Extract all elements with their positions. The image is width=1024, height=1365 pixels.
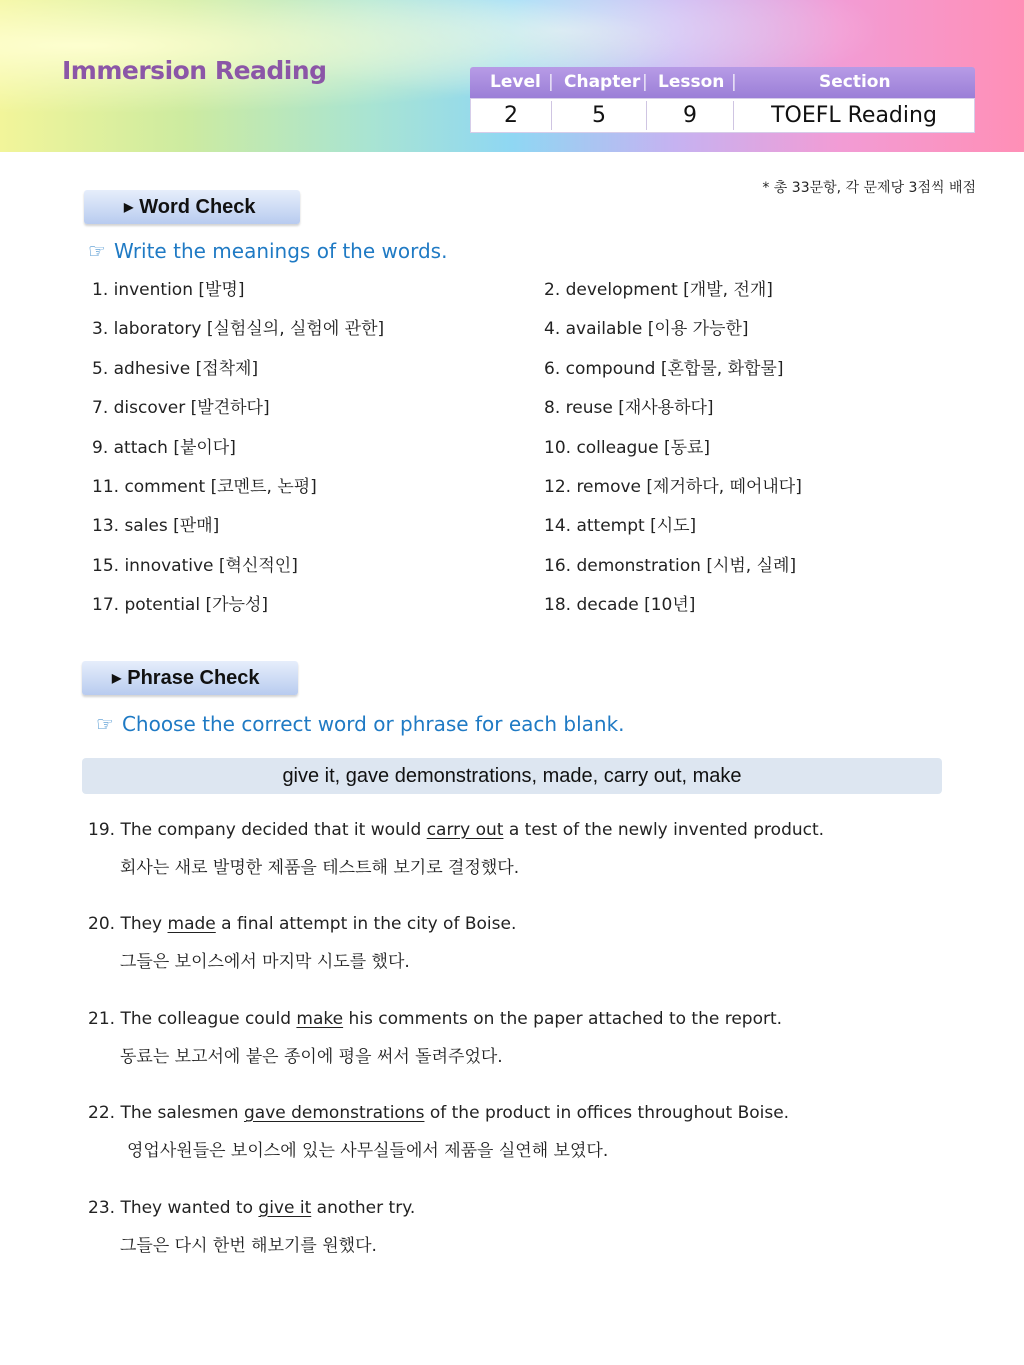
question-text: his comments on the paper attached to the report.: [343, 1009, 783, 1029]
section-value: TOEFL Reading: [771, 103, 937, 128]
word-item: 10. colleague [동료]: [544, 438, 711, 458]
triangle-right-icon: ▶: [124, 200, 134, 214]
phrase-check-label: Phrase Check: [127, 667, 260, 689]
word-item: 3. laboratory [실험실의, 실험에 관한]: [92, 319, 385, 339]
lesson-info-header: [470, 67, 975, 98]
word-item: 1. invention [발명]: [92, 280, 245, 300]
answer-blank: make: [296, 1009, 344, 1029]
lesson-info-values: [470, 98, 975, 133]
question-text: another try.: [311, 1198, 416, 1218]
word-bank: give it, gave demonstrations, made, carry out, make: [82, 758, 942, 794]
header-banner: [0, 0, 1024, 152]
question-23: [88, 1198, 415, 1218]
korean-translation: 동료는 보고서에 붙은 종이에 평을 써서 돌려주었다.: [120, 1047, 503, 1067]
phrase-check-button: [82, 661, 298, 695]
word-item: 4. available [이용 가능한]: [544, 319, 749, 339]
word-item: 11. comment [코멘트, 논평]: [92, 477, 317, 497]
phrase-check-instruction-text: Choose the correct word or phrase for each blank.: [121, 712, 625, 736]
korean-translation: 그들은 보이스에서 마지막 시도를 했다.: [120, 952, 410, 972]
chapter-value: 5: [592, 103, 606, 128]
word-item: 17. potential [가능성]: [92, 595, 268, 615]
korean-translation: 영업사원들은 보이스에 있는 사무실들에서 제품을 실연해 보였다.: [127, 1141, 609, 1161]
korean-translation: 그들은 다시 한번 해보기를 원했다.: [120, 1236, 377, 1256]
phrase-check-instruction: [96, 712, 625, 736]
question-20: [88, 914, 516, 934]
word-item: 14. attempt [시도]: [544, 516, 697, 536]
korean-translation: 회사는 새로 발명한 제품을 테스트해 보기로 결정했다.: [120, 858, 520, 878]
word-item: 2. development [개발, 전개]: [544, 280, 773, 300]
word-item: 8. reuse [재사용하다]: [544, 398, 714, 418]
question-text: 23. They wanted to: [88, 1198, 259, 1218]
level-value: 2: [504, 103, 518, 128]
question-text: 19. The company decided that it would: [88, 820, 427, 840]
word-item: 16. demonstration [시범, 실례]: [544, 556, 797, 576]
level-label: Level: [490, 72, 541, 92]
word-check-button: [84, 190, 300, 224]
header-separator: |: [642, 72, 648, 92]
question-text: 20. They: [88, 914, 168, 934]
lesson-info-table: [470, 67, 975, 133]
question-19: [88, 820, 824, 840]
question-text: 22. The salesmen: [88, 1103, 244, 1123]
word-item: 13. sales [판매]: [92, 516, 220, 536]
question-text: of the product in offices throughout Boise.: [424, 1103, 790, 1123]
pointing-hand-icon: ☞: [88, 239, 106, 263]
triangle-right-icon: ▶: [112, 671, 122, 685]
section-label: Section: [819, 72, 891, 92]
word-item: 6. compound [혼합물, 화합물]: [544, 359, 784, 379]
scoring-note: * 총 33문항, 각 문제당 3점씩 배점: [762, 180, 976, 196]
word-check-instruction: [88, 239, 447, 263]
word-item: 9. attach [붙이다]: [92, 438, 236, 458]
chapter-label: Chapter: [564, 72, 641, 92]
word-item: 5. adhesive [접착제]: [92, 359, 259, 379]
question-text: 21. The colleague could: [88, 1009, 297, 1029]
answer-blank: carry out: [426, 820, 504, 840]
word-check-instruction-text: Write the meanings of the words.: [113, 239, 448, 263]
question-text: a test of the newly invented product.: [503, 820, 825, 840]
app-title: Immersion Reading: [62, 56, 327, 85]
header-separator: |: [731, 72, 737, 92]
answer-blank: made: [167, 914, 216, 934]
word-item: 15. innovative [혁신적인]: [92, 556, 298, 576]
word-item: 12. remove [제거하다, 떼어내다]: [544, 477, 802, 497]
word-check-label: Word Check: [139, 196, 256, 218]
word-item: 18. decade [10년]: [544, 595, 696, 615]
header-separator: |: [548, 72, 554, 92]
lesson-value: 9: [683, 103, 697, 128]
word-item: 7. discover [발견하다]: [92, 398, 270, 418]
question-21: [88, 1009, 782, 1029]
lesson-label: Lesson: [658, 72, 725, 92]
answer-blank: give it: [258, 1198, 312, 1218]
question-22: [88, 1103, 789, 1123]
pointing-hand-icon: ☞: [96, 712, 114, 736]
question-text: a final attempt in the city of Boise.: [215, 914, 517, 934]
answer-blank: gave demonstrations: [243, 1103, 425, 1123]
